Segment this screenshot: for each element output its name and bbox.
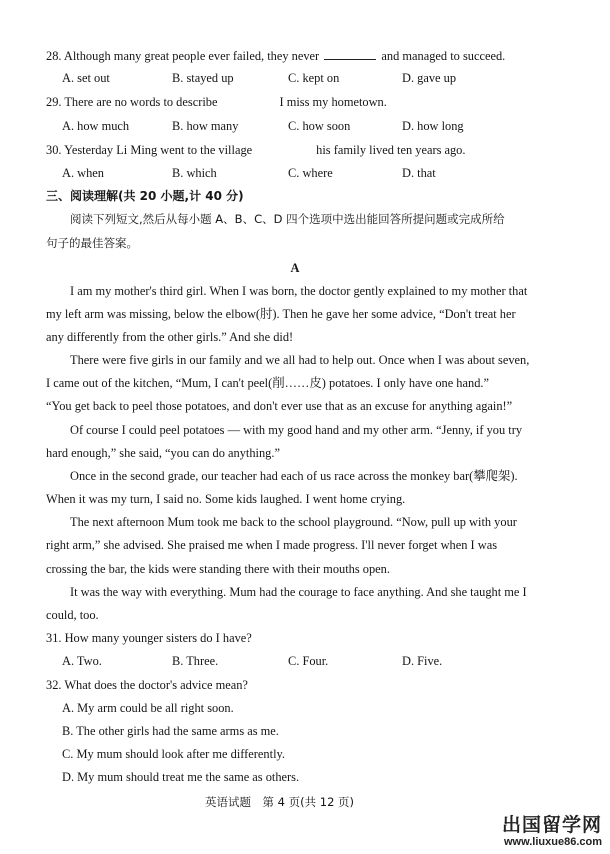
passage-line: any differently from the other girls.” And she did! [46, 330, 294, 344]
section-instruction: 阅读下列短文,然后从每小题 A、B、C、D 四个选项中选出能回答所提问题或完成所给 [70, 212, 505, 226]
option: A. how much [62, 119, 130, 133]
question-28-stem: 28. Although many great people ever failed, they never and managed to succeed. [46, 49, 506, 63]
option: B. Three. [172, 654, 219, 668]
question-31-options [62, 655, 562, 669]
section-heading: 三、阅读理解(共 20 小题,计 40 分) [46, 189, 244, 203]
option: A. set out [62, 71, 110, 85]
question-29-stem: 29. There are no words to describe I miss my hometown. [46, 95, 387, 109]
option: B. which [172, 166, 217, 180]
option: D. gave up [402, 71, 457, 85]
passage-line: It was the way with everything. Mum had the courage to face anything. And she taught me I [70, 585, 527, 599]
option: D. My mum should treat me the same as others. [62, 770, 300, 784]
section-instruction: 句子的最佳答案。 [46, 236, 138, 250]
passage-line: Of course I could peel potatoes — with my good hand and my other arm. “Jenny, if you try [70, 423, 523, 437]
passage-line: I am my mother's third girl. When I was born, the doctor gently explained to my mother that [70, 284, 528, 298]
option: C. kept on [288, 71, 340, 85]
page-footer: 英语试题 第 4 页(共 12 页) [205, 795, 355, 809]
option: B. how many [172, 119, 239, 133]
question-32-stem: 32. What does the doctor's advice mean? [46, 678, 248, 692]
option: C. where [288, 166, 333, 180]
option: C. Four. [288, 654, 329, 668]
option: C. how soon [288, 119, 351, 133]
passage-line: The next afternoon Mum took me back to the school playground. “Now, pull up with your [70, 515, 517, 529]
option: A. My arm could be all right soon. [62, 701, 234, 715]
passage-line: hard enough,” she said, “you can do anything.” [46, 446, 280, 460]
watermark-name: 出国留学网 [501, 814, 602, 836]
option: D. that [402, 166, 436, 180]
question-30-stem: 30. Yesterday Li Ming went to the village his family lived ten years ago. [46, 143, 466, 157]
passage-line: I came out of the kitchen, “Mum, I can't peel(削……皮) potatoes. I only have one hand.” [46, 376, 489, 390]
question-30-options [62, 167, 562, 181]
passage-line: crossing the bar, the kids were standing there with their mouths open. [46, 562, 390, 576]
passage-line: When it was my turn, I said no. Some kids laughed. I went home crying. [46, 492, 406, 506]
question-28-options [62, 72, 562, 86]
option: D. how long [402, 119, 464, 133]
passage-line: Once in the second grade, our teacher had each of us race across the monkey bar(攀爬架). [70, 469, 518, 483]
option: B. The other girls had the same arms as me. [62, 724, 279, 738]
option: D. Five. [402, 654, 443, 668]
passage-line: There were five girls in our family and we all had to help out. Once when I was about seven, [70, 353, 530, 367]
option: A. when [62, 166, 104, 180]
passage-line: right arm,” she advised. She praised me when I made progress. I'll never forget when I was [46, 538, 498, 552]
answer-blank [324, 49, 376, 60]
question-31-stem: 31. How many younger sisters do I have? [46, 631, 252, 645]
passage-line: could, too. [46, 608, 99, 622]
option: C. My mum should look after me differently. [62, 747, 285, 761]
option: A. Two. [62, 654, 102, 668]
watermark-url: www.liuxue86.com [503, 836, 602, 848]
watermark-logo [452, 816, 602, 848]
passage-line: my left arm was missing, below the elbow(肘). Then he gave her some advice, “Don't treat her [46, 307, 516, 321]
question-29-options [62, 120, 562, 134]
passage-line: “You get back to peel those potatoes, and don't ever use that as an excuse for anything again!” [46, 399, 513, 413]
option: B. stayed up [172, 71, 234, 85]
passage-label: A [290, 261, 300, 275]
